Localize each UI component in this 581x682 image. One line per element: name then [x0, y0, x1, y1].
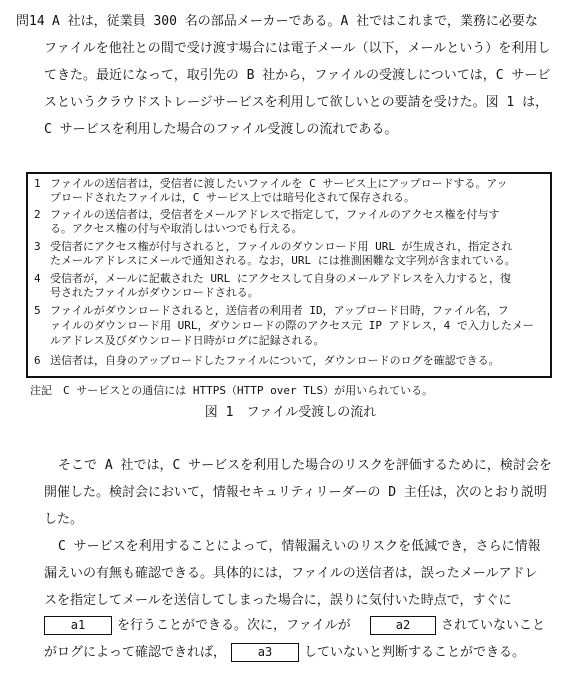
- figure-item-number: 3: [34, 240, 41, 253]
- figure-item-line: ァイルのダウンロード用 URL，ダウンロードの際のアクセス元 IP アドレス，4 で入力したメー: [50, 319, 534, 332]
- figure-item-number: 4: [34, 272, 41, 285]
- figure-item-number: 1: [34, 177, 41, 190]
- figure-item-number: 2: [34, 208, 41, 221]
- answer-blank-a1: a1: [44, 616, 112, 635]
- body-text-line: 漏えいの有無も確認できる。具体的には，ファイルの送信者は，誤ったメールアドレ: [44, 566, 538, 581]
- question-text-line: てきた。最近になって，取引先の B 社から，ファイルの受渡しについては，C サービ: [44, 68, 551, 83]
- body-text-line: されていないこと: [441, 618, 546, 633]
- question-text-line: ファイルを他社との間で受け渡す場合には電子メール（以下，メールという）を利用し: [44, 41, 551, 56]
- body-text-line: がログによって確認できれば，: [44, 645, 227, 660]
- figure-caption: 図 1 ファイル受渡しの流れ: [204, 405, 377, 420]
- body-text-line: を行うことができる。次に，ファイルが: [117, 618, 351, 633]
- figure-item-line: たメールアドレスにメールで通知される。なお，URL には推測困難な文字列が含まれている。: [50, 254, 516, 267]
- figure-item-line: ファイルの送信者は，受信者をメールアドレスで指定して，ファイルのアクセス権を付与す: [50, 208, 500, 221]
- body-text-line: C サービスを利用することによって，情報漏えいのリスクを低減でき，さらに情報: [58, 539, 541, 554]
- figure-note: 注記 C サービスとの通信には HTTPS（HTTP over TLS）が用いられている。: [30, 384, 434, 397]
- figure-item-line: ファイルがダウンロードされると，送信者の利用者 ID，アップロード日時，ファイル名，フ: [50, 304, 509, 317]
- figure-item-line: 号されたファイルがダウンロードされる。: [50, 286, 259, 299]
- figure-box: [26, 172, 552, 378]
- question-text-line: A 社は，従業員 300 名の部品メーカーである。A 社ではこれまで，業務に必要な: [52, 14, 538, 29]
- figure-item-line: ファイルの送信者は，受信者に渡したいファイルを C サービス上にアップロードする。アッ: [50, 177, 508, 190]
- question-text-line: スというクラウドストレージサービスを利用して欲しいとの要請を受けた。図 1 は，: [44, 95, 549, 110]
- body-text-line: した。: [44, 512, 84, 527]
- body-text-line: そこで A 社では，C サービスを利用した場合のリスクを評価するために，検討会を: [58, 458, 552, 473]
- figure-item-line: プロードされたファイルは，C サービス上では暗号化されて保存される。: [50, 191, 416, 204]
- answer-blank-a2: a2: [370, 616, 436, 635]
- figure-item-line: る。アクセス権の付与や取消しはいつでも行える。: [50, 222, 303, 235]
- answer-blank-a3: a3: [231, 643, 299, 662]
- body-text-line: 開催した。検討会において，情報セキュリティリーダーの D 主任は，次のとおり説明: [44, 485, 547, 500]
- body-text-line: スを指定してメールを送信してしまった場合に，誤りに気付いた時点で，すぐに: [44, 593, 512, 608]
- figure-item-line: 送信者は，自身のアップロードしたファイルについて，ダウンロードのログを確認できる。: [50, 354, 500, 367]
- question-number: 問14: [16, 14, 45, 29]
- figure-item-line: 受信者が，メールに記載された URL にアクセスして自身のメールアドレスを入力すると，復: [50, 272, 512, 285]
- figure-item-line: 受信者にアクセス権が付与されると，ファイルのダウンロード用 URL が生成され，指定され: [50, 240, 513, 253]
- figure-item-number: 6: [34, 354, 41, 367]
- body-text-line: していないと判断することができる。: [304, 645, 526, 660]
- question-text-line: C サービスを利用した場合のファイル受渡しの流れである。: [44, 122, 398, 137]
- figure-item-number: 5: [34, 304, 41, 317]
- figure-item-line: ルアドレス及びダウンロード日時がログに記録される。: [50, 334, 325, 347]
